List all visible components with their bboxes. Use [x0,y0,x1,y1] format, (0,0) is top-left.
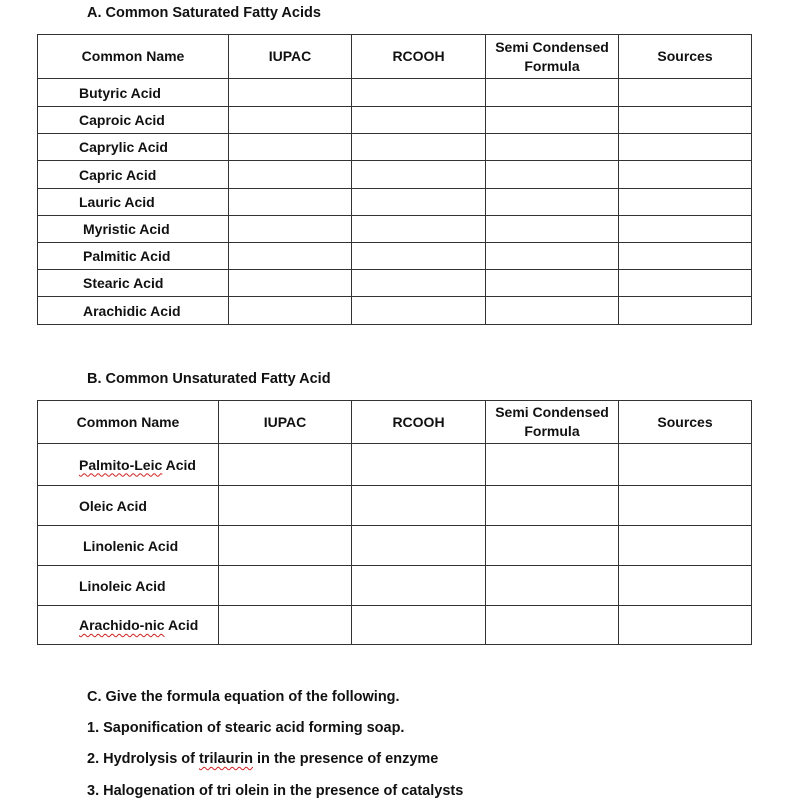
rcooh-cell[interactable] [352,161,486,189]
column-header-common-name: Common Name [38,35,229,79]
table-row [38,526,752,566]
column-header-iupac: IUPAC [229,35,352,79]
table-row [38,606,752,645]
rcooh-cell[interactable] [352,134,486,161]
semi-condensed-formula-cell[interactable] [486,79,619,107]
table-row [38,107,752,134]
sources-cell[interactable] [619,134,752,161]
rcooh-cell[interactable] [352,526,486,566]
rcooh-cell[interactable] [352,566,486,606]
column-header-semi-condensed-formula: Semi Condensed Formula [486,35,619,79]
common-name-cell: Capric Acid [38,161,229,189]
sources-cell[interactable] [619,566,752,606]
sources-cell[interactable] [619,243,752,270]
question-1: 1. Saponification of stearic acid forming soap. [87,720,405,736]
common-name-cell: Linolenic Acid [38,526,219,566]
saturated-fatty-acids-table [37,34,752,325]
question-2: 2. Hydrolysis of trilaurin in the presence of enzyme [87,751,439,767]
semi-condensed-formula-cell[interactable] [486,566,619,606]
sources-cell[interactable] [619,79,752,107]
sources-cell[interactable] [619,444,752,486]
rcooh-cell[interactable] [352,107,486,134]
iupac-cell[interactable] [229,79,352,107]
table-row [38,444,752,486]
iupac-cell[interactable] [219,566,352,606]
table-row [38,79,752,107]
table-row [38,243,752,270]
rcooh-cell[interactable] [352,243,486,270]
common-name-cell: Myristic Acid [38,216,229,243]
table-row [38,297,752,325]
sources-cell[interactable] [619,107,752,134]
column-header-rcooh: RCOOH [352,401,486,444]
common-name-cell: Caprylic Acid [38,134,229,161]
sources-cell[interactable] [619,486,752,526]
table-row [38,216,752,243]
iupac-cell[interactable] [229,270,352,297]
section-b-title: B. Common Unsaturated Fatty Acid [87,371,331,387]
rcooh-cell[interactable] [352,270,486,297]
common-name-cell: Arachidic Acid [38,297,229,325]
common-name-cell: Linoleic Acid [38,566,219,606]
table-row [38,486,752,526]
sources-cell[interactable] [619,189,752,216]
sources-cell[interactable] [619,526,752,566]
rcooh-cell[interactable] [352,486,486,526]
table-row [38,134,752,161]
semi-condensed-formula-cell[interactable] [486,486,619,526]
table-row [38,161,752,189]
rcooh-cell[interactable] [352,606,486,645]
spellcheck-flagged-word: Arachido-nic [79,617,165,633]
column-header-iupac: IUPAC [219,401,352,444]
common-name-cell: Stearic Acid [38,270,229,297]
table-header-row [38,401,752,444]
sources-cell[interactable] [619,216,752,243]
column-header-sources: Sources [619,401,752,444]
semi-condensed-formula-cell[interactable] [486,297,619,325]
column-header-sources: Sources [619,35,752,79]
sources-cell[interactable] [619,270,752,297]
common-name-cell: Caproic Acid [38,107,229,134]
iupac-cell[interactable] [219,606,352,645]
semi-condensed-formula-cell[interactable] [486,134,619,161]
iupac-cell[interactable] [219,444,352,486]
iupac-cell[interactable] [229,134,352,161]
rcooh-cell[interactable] [352,444,486,486]
common-name-cell: Palmitic Acid [38,243,229,270]
rcooh-cell[interactable] [352,216,486,243]
column-header-common-name: Common Name [38,401,219,444]
section-a-title: A. Common Saturated Fatty Acids [87,5,321,21]
semi-condensed-formula-cell[interactable] [486,444,619,486]
iupac-cell[interactable] [229,216,352,243]
semi-condensed-formula-cell[interactable] [486,107,619,134]
iupac-cell[interactable] [219,486,352,526]
semi-condensed-formula-cell[interactable] [486,526,619,566]
iupac-cell[interactable] [229,107,352,134]
sources-cell[interactable] [619,297,752,325]
semi-condensed-formula-cell[interactable] [486,270,619,297]
column-header-semi-condensed-formula: Semi Condensed Formula [486,401,619,444]
rcooh-cell[interactable] [352,189,486,216]
rcooh-cell[interactable] [352,297,486,325]
common-name-cell: Butyric Acid [38,79,229,107]
section-c-title: C. Give the formula equation of the following. [87,689,400,705]
table-row [38,270,752,297]
common-name-cell: Arachido-nic Acid [38,606,219,645]
semi-condensed-formula-cell[interactable] [486,606,619,645]
common-name-cell: Palmito-Leic Acid [38,444,219,486]
spellcheck-flagged-word: Palmito-Leic [79,456,163,473]
iupac-cell[interactable] [229,243,352,270]
iupac-cell[interactable] [229,189,352,216]
spellcheck-flagged-word: trilaurin [199,751,253,767]
iupac-cell[interactable] [219,526,352,566]
sources-cell[interactable] [619,606,752,645]
common-name-cell: Lauric Acid [38,189,229,216]
sources-cell[interactable] [619,161,752,189]
common-name-cell: Oleic Acid [38,486,219,526]
table-row [38,566,752,606]
column-header-rcooh: RCOOH [352,35,486,79]
semi-condensed-formula-cell[interactable] [486,216,619,243]
table-row [38,189,752,216]
rcooh-cell[interactable] [352,79,486,107]
iupac-cell[interactable] [229,297,352,325]
iupac-cell[interactable] [229,161,352,189]
unsaturated-fatty-acids-table [37,400,752,645]
table-header-row [38,35,752,79]
question-3: 3. Halogenation of tri olein in the presence of catalysts [87,783,464,799]
semi-condensed-formula-cell[interactable] [486,243,619,270]
semi-condensed-formula-cell[interactable] [486,189,619,216]
semi-condensed-formula-cell[interactable] [486,161,619,189]
